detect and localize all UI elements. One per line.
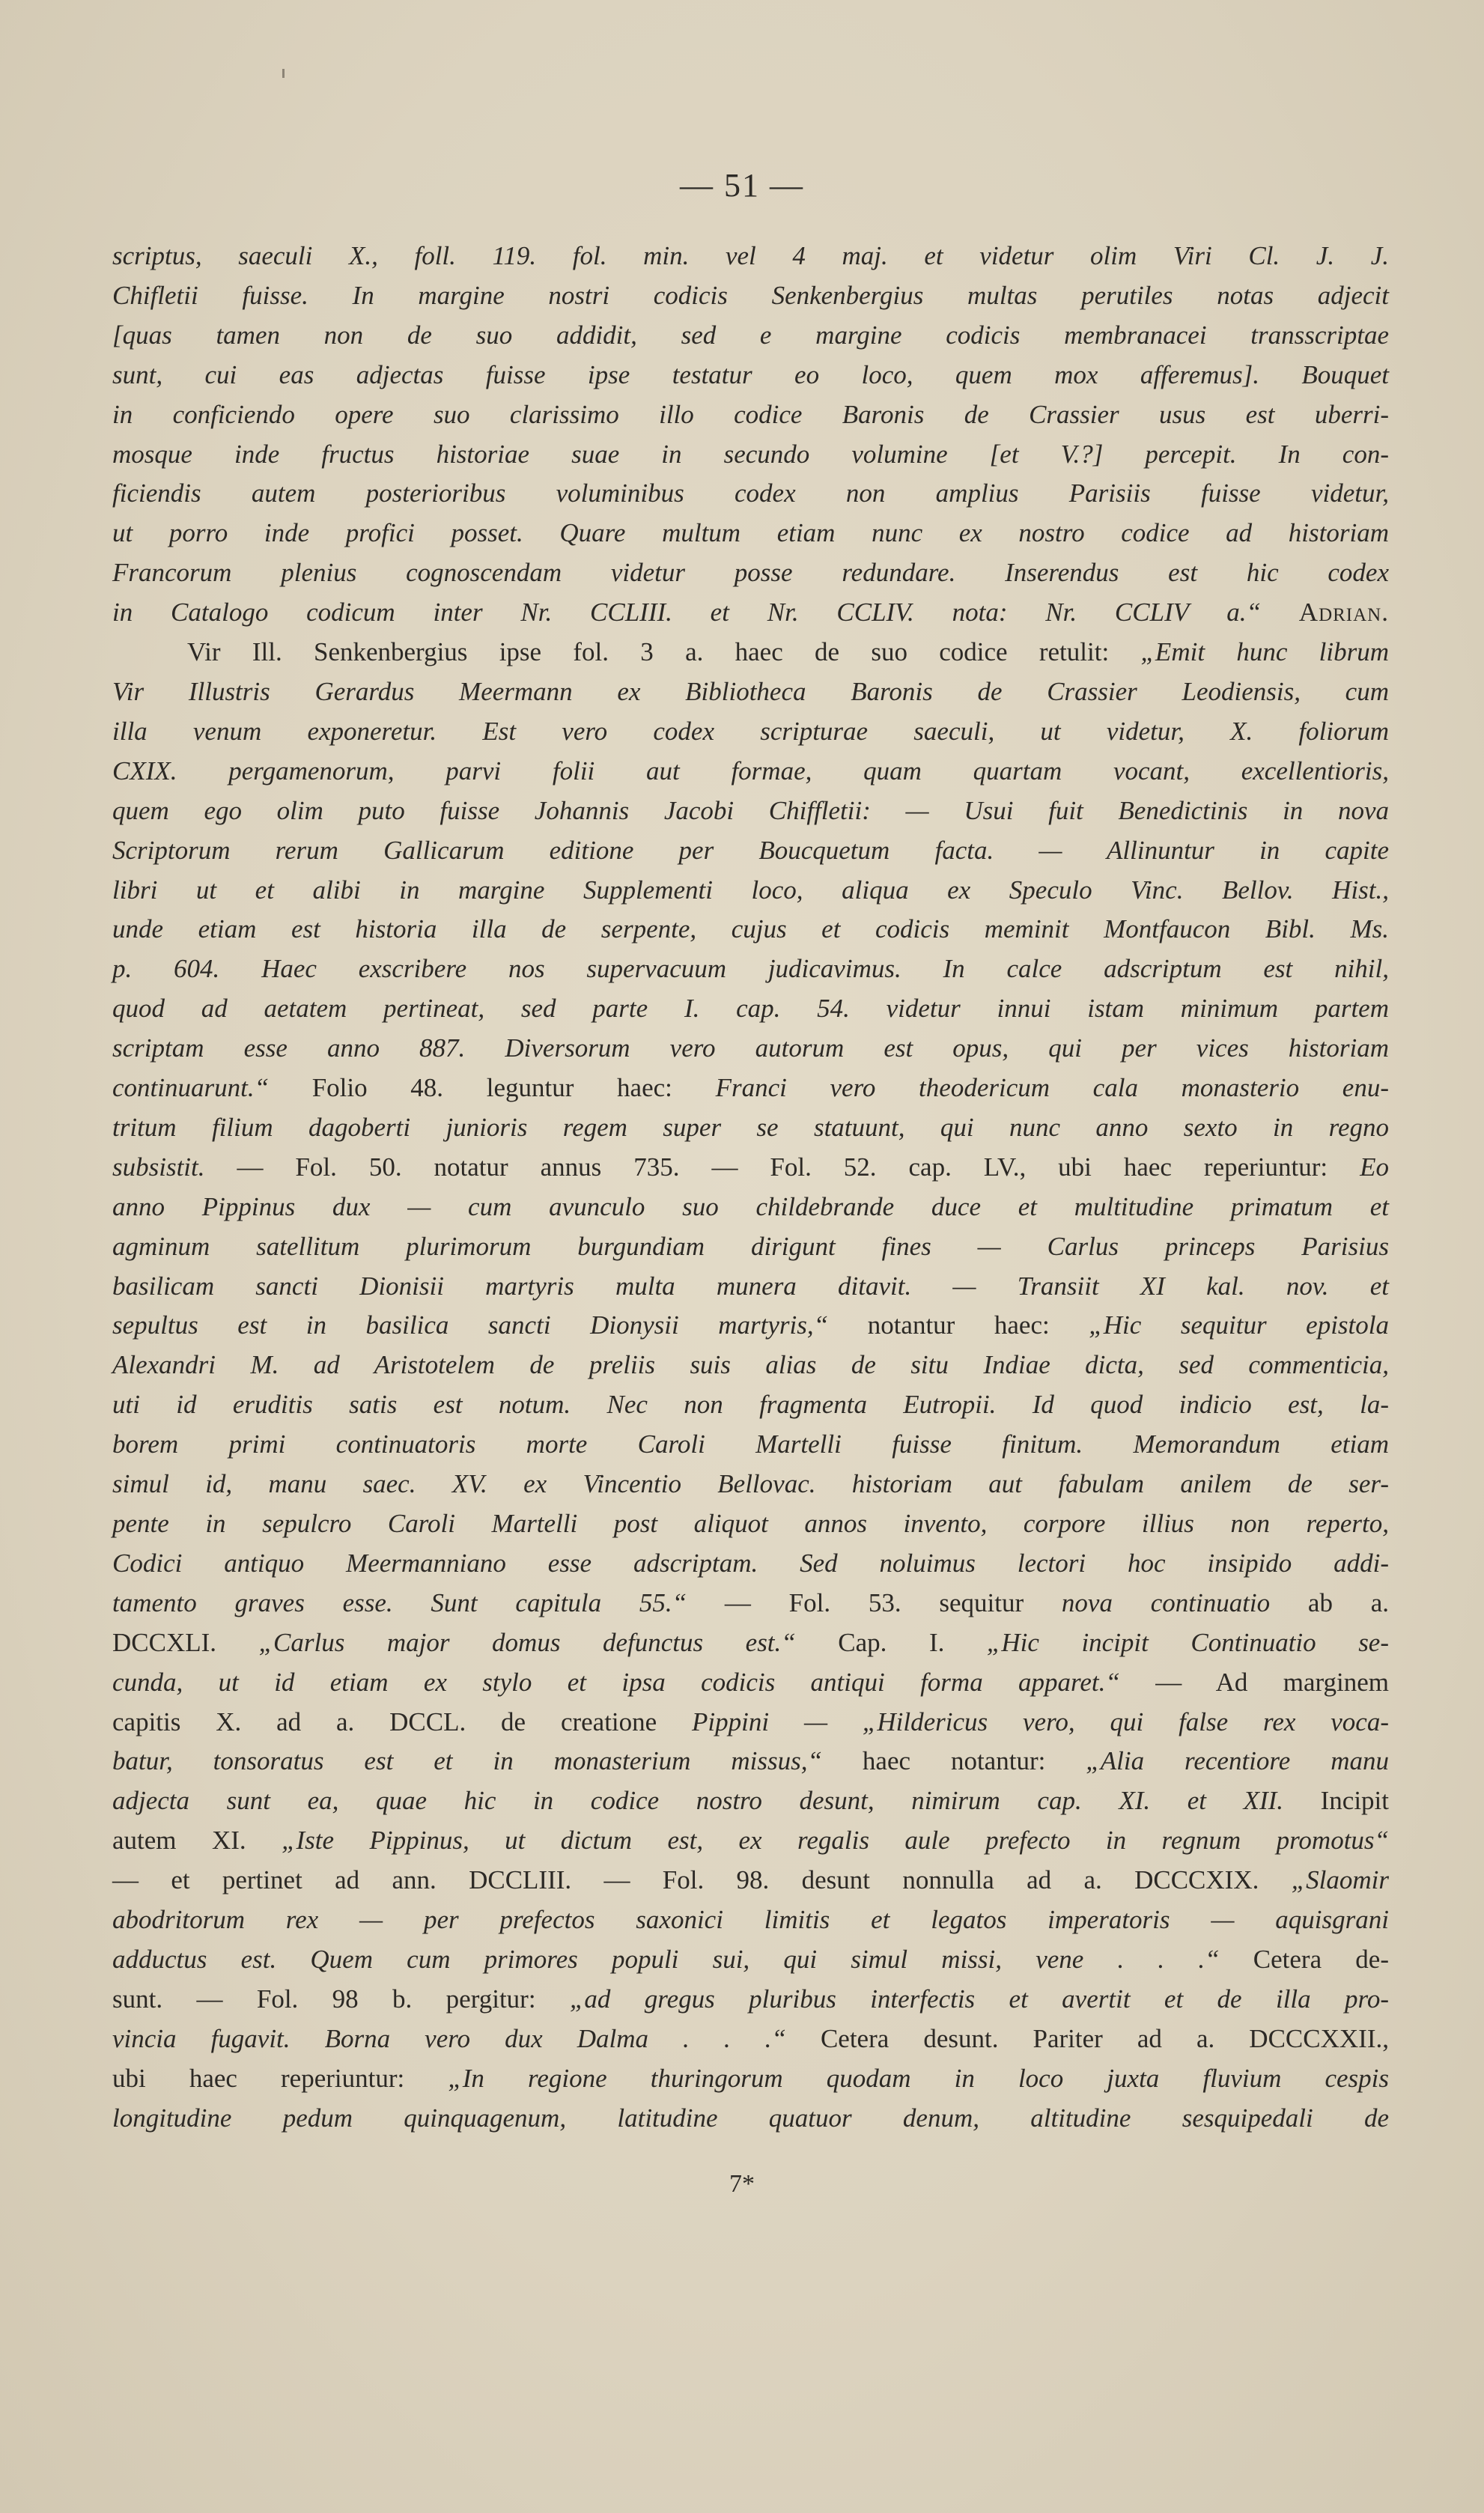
signature-mark: 7* xyxy=(729,2170,755,2198)
text-line xyxy=(112,1069,1389,1108)
text-run: adjecta sunt ea, quae hic in codice nostro desunt, nimirum cap. XI. et XII. xyxy=(112,1786,1321,1816)
text-run: sunt. — Fol. 98 b. pergitur: xyxy=(112,1984,570,2014)
text-run: Eo xyxy=(1360,1152,1389,1182)
text-run: notantur haec: xyxy=(867,1310,1089,1340)
text-line xyxy=(112,1980,1389,2020)
text-line xyxy=(112,752,1389,791)
text-run: — Ad marginem xyxy=(1155,1667,1389,1697)
text-run: ficiendis autem posterioribus voluminibus codex non amplius Parisiis fuisse videtur, xyxy=(112,478,1389,508)
text-run: „Hic incipit Continuatio se- xyxy=(986,1627,1389,1657)
text-run: — et pertinet ad ann. DCCLIII. — Fol. 98. desunt nonnulla ad a. DCCCXIX. xyxy=(112,1865,1292,1895)
text-run: „Slaomir xyxy=(1291,1865,1389,1895)
text-run: Chifletii fuisse. In margine nostri codicis Senkenbergius multas perutiles notas adjecit xyxy=(112,280,1389,310)
text-run: sepultus est in basilica sancti Dionysii martyris,“ xyxy=(112,1310,868,1340)
text-line xyxy=(112,316,1389,356)
text-line xyxy=(112,1663,1389,1703)
text-run: CXIX. pergamenorum, parvi folii aut formae, quam quartam vocant, excellentioris, xyxy=(112,756,1389,785)
text-line xyxy=(112,435,1389,475)
text-run: Codici antiquo Meermanniano esse adscriptam. Sed noluimus lectori hoc insipido addi- xyxy=(112,1548,1389,1578)
text-run: — Fol. 53. sequitur xyxy=(724,1587,1062,1617)
text-line xyxy=(112,1781,1389,1821)
text-line xyxy=(112,1504,1389,1544)
text-run: „Hic sequitur epistola xyxy=(1089,1310,1389,1340)
text-run: — Fol. 50. notatur annus 735. — Fol. 52. cap. LV., ubi haec reperiuntur: xyxy=(237,1152,1360,1182)
text-line xyxy=(112,2099,1389,2139)
text-run: „Iste Pippinus, ut dictum est, ex regalis aule prefecto in regnum promotus“ xyxy=(282,1826,1389,1856)
text-run: Pippini — „Hildericus vero, qui false rex voca- xyxy=(692,1707,1389,1736)
text-run: Folio 48. leguntur haec: xyxy=(311,1073,716,1103)
text-run: illa venum exponeretur. Est vero codex scripturae saeculi, ut videtur, X. foliorum xyxy=(112,716,1389,746)
text-line xyxy=(112,514,1389,553)
text-run: agminum satellitum plurimorum burgundiam dirigunt fines — Carlus princeps Parisius xyxy=(112,1231,1389,1261)
text-run: Cap. I. xyxy=(838,1627,987,1657)
text-line xyxy=(112,356,1389,395)
text-line xyxy=(112,712,1389,752)
text-run: „ad gregus pluribus interfectis et avertit et de illa pro- xyxy=(569,1984,1389,2014)
text-run: tamento graves esse. Sunt capitula 55.“ xyxy=(112,1587,725,1617)
paper-speck xyxy=(282,69,285,78)
text-run: pente in sepulcro Caroli Martelli post aliquot annos invento, corpore illius non reperto, xyxy=(112,1509,1389,1538)
text-run: p. 604. Haec exscribere nos supervacuum judicavimus. In calce adscriptum est nihil, xyxy=(112,954,1389,984)
text-run: simul id, manu saec. XV. ex Vincentio Bellovac. historiam aut fabulam anilem de ser- xyxy=(112,1469,1389,1499)
text-line xyxy=(112,1861,1389,1900)
text-line xyxy=(112,633,1389,672)
text-line xyxy=(112,593,1389,633)
text-run: abodritorum rex — per prefectos saxonici limitis et legatos imperatoris — aquisgrani xyxy=(112,1905,1389,1935)
text-run: anno Pippinus dux — cum avunculo suo childebrande duce et multitudine primatum et xyxy=(112,1191,1389,1221)
text-line xyxy=(112,1584,1389,1623)
text-run: basilicam sancti Dionisii martyris multa munera ditavit. — Transiit XI kal. nov. et xyxy=(112,1271,1389,1301)
text-run: mosque inde fructus historiae suae in secundo volumine [et V.?] percepit. In con- xyxy=(112,439,1389,469)
text-line xyxy=(112,910,1389,949)
text-run: ut porro inde profici posset. Quare multum etiam nunc ex nostro codice ad historiam xyxy=(112,518,1389,548)
text-line xyxy=(112,1821,1389,1861)
text-run: in conficiendo opere suo clarissimo illo codice Baronis de Crassier usus est uberri- xyxy=(112,399,1389,429)
text-run: Adrian. xyxy=(1298,598,1389,628)
text-line xyxy=(112,1188,1389,1227)
page-number: — 51 — xyxy=(680,167,804,204)
text-run: „Alia recentiore manu xyxy=(1086,1746,1389,1776)
text-line xyxy=(112,1306,1389,1346)
text-line xyxy=(112,1029,1389,1069)
text-line xyxy=(112,672,1389,712)
text-line xyxy=(112,1742,1389,1781)
text-run: ubi haec reperiuntur: xyxy=(112,2063,448,2093)
text-run: Scriptorum rerum Gallicarum editione per Boucquetum facta. — Allinuntur in capite xyxy=(112,835,1389,865)
text-run: vincia fugavit. Borna vero dux Dalma . . .“ xyxy=(112,2023,821,2053)
text-line xyxy=(112,1940,1389,1980)
text-run: „Emit hunc librum xyxy=(1140,637,1389,667)
text-line xyxy=(112,1425,1389,1465)
text-line xyxy=(112,2059,1389,2099)
text-run: scriptus, saeculi X., foll. 119. fol. min. vel 4 maj. et videtur olim Viri Cl. J. J. xyxy=(112,241,1389,270)
text-line xyxy=(112,1465,1389,1504)
text-line xyxy=(112,395,1389,435)
body-text xyxy=(112,237,1389,2139)
text-run: batur, tonsoratus est et in monasterium missus,“ xyxy=(112,1746,863,1776)
text-line xyxy=(112,1703,1389,1742)
text-run: haec notantur: xyxy=(862,1746,1086,1776)
text-line xyxy=(112,791,1389,831)
text-run: continuarunt.“ xyxy=(112,1073,312,1103)
text-line xyxy=(112,1227,1389,1267)
text-run: Cetera desunt. Pariter ad a. DCCCXXII., xyxy=(820,2023,1389,2053)
text-run: in Catalogo codicum inter Nr. CCLIII. et Nr. CCLIV. nota: Nr. CCLIV a.“ xyxy=(112,598,1299,628)
text-run: adductus est. Quem cum primores populi sui, qui simul missi, vene . . .“ xyxy=(112,1944,1253,1974)
text-run: subsistit. xyxy=(112,1152,237,1182)
text-line xyxy=(112,276,1389,316)
text-run: autem XI. xyxy=(112,1826,282,1856)
text-line xyxy=(112,474,1389,514)
text-run: quod ad aetatem pertineat, sed parte I. cap. 54. videtur innui istam minimum partem xyxy=(112,994,1389,1024)
text-line xyxy=(112,1346,1389,1385)
text-run: Vir Illustris Gerardus Meermann ex Bibliotheca Baronis de Crassier Leodiensis, cum xyxy=(112,676,1389,706)
text-run: unde etiam est historia illa de serpente, cujus et codicis meminit Montfaucon Bibl. Ms. xyxy=(112,914,1389,944)
text-line xyxy=(112,2020,1389,2059)
text-run: Alexandri M. ad Aristotelem de preliis suis alias de situ Indiae dicta, sed commenticia, xyxy=(112,1350,1389,1380)
text-run: capitis X. ad a. DCCL. de creatione xyxy=(112,1707,693,1736)
text-line xyxy=(112,237,1389,276)
text-run: nova continuatio xyxy=(1061,1587,1308,1617)
text-run: longitudine pedum quinquagenum, latitudine quatuor denum, altitudine sesquipedali de xyxy=(112,2103,1389,2133)
text-run: borem primi continuatoris morte Caroli Martelli fuisse finitum. Memorandum etiam xyxy=(112,1429,1389,1459)
text-line xyxy=(112,1900,1389,1940)
text-line xyxy=(112,1267,1389,1307)
text-run: Cetera de- xyxy=(1253,1944,1389,1974)
text-run: tritum filium dagoberti junioris regem super se statuunt, qui nunc anno sexto in regno xyxy=(112,1112,1389,1142)
text-run: DCCXLI. xyxy=(112,1627,259,1657)
text-line xyxy=(112,1148,1389,1188)
text-line xyxy=(112,1385,1389,1425)
text-run: Incipit xyxy=(1320,1786,1389,1816)
text-run: quem ego olim puto fuisse Johannis Jacobi Chiffletii: — Usui fuit Benedictinis in nova xyxy=(112,795,1389,825)
text-line xyxy=(112,553,1389,593)
text-line xyxy=(112,949,1389,989)
text-run: uti id eruditis satis est notum. Nec non fragmenta Eutropii. Id quod indicio est, la- xyxy=(112,1390,1389,1420)
text-run: ab a. xyxy=(1307,1587,1389,1617)
text-run: cunda, ut id etiam ex stylo et ipsa codicis antiqui forma apparet.“ xyxy=(112,1667,1156,1697)
text-line xyxy=(112,1623,1389,1663)
text-run: Franci vero theodericum cala monasterio enu- xyxy=(715,1073,1389,1103)
text-run: libri ut et alibi in margine Supplementi loco, aliqua ex Speculo Vinc. Bellov. Hist., xyxy=(112,875,1389,905)
text-run: sunt, cui eas adjectas fuisse ipse testatur eo loco, quem mox afferemus]. Bouquet xyxy=(112,359,1389,389)
text-run: scriptam esse anno 887. Diversorum vero autorum est opus, qui per vices historiam xyxy=(112,1033,1389,1063)
text-line xyxy=(112,831,1389,871)
text-line xyxy=(112,1544,1389,1584)
text-line xyxy=(112,871,1389,911)
text-run: Vir Ill. Senkenbergius ipse fol. 3 a. haec de suo codice retulit: xyxy=(187,637,1141,667)
text-line xyxy=(112,1108,1389,1148)
text-run: Francorum plenius cognoscendam videtur posse redundare. Inserendus est hic codex xyxy=(112,558,1389,588)
text-line xyxy=(112,989,1389,1029)
text-run: „Carlus major domus defunctus est.“ xyxy=(258,1627,839,1657)
text-run: „In regione thuringorum quodam in loco juxta fluvium cespis xyxy=(448,2063,1389,2093)
text-run: [quas tamen non de suo addidit, sed e margine codicis membranacei transscriptae xyxy=(112,320,1389,350)
